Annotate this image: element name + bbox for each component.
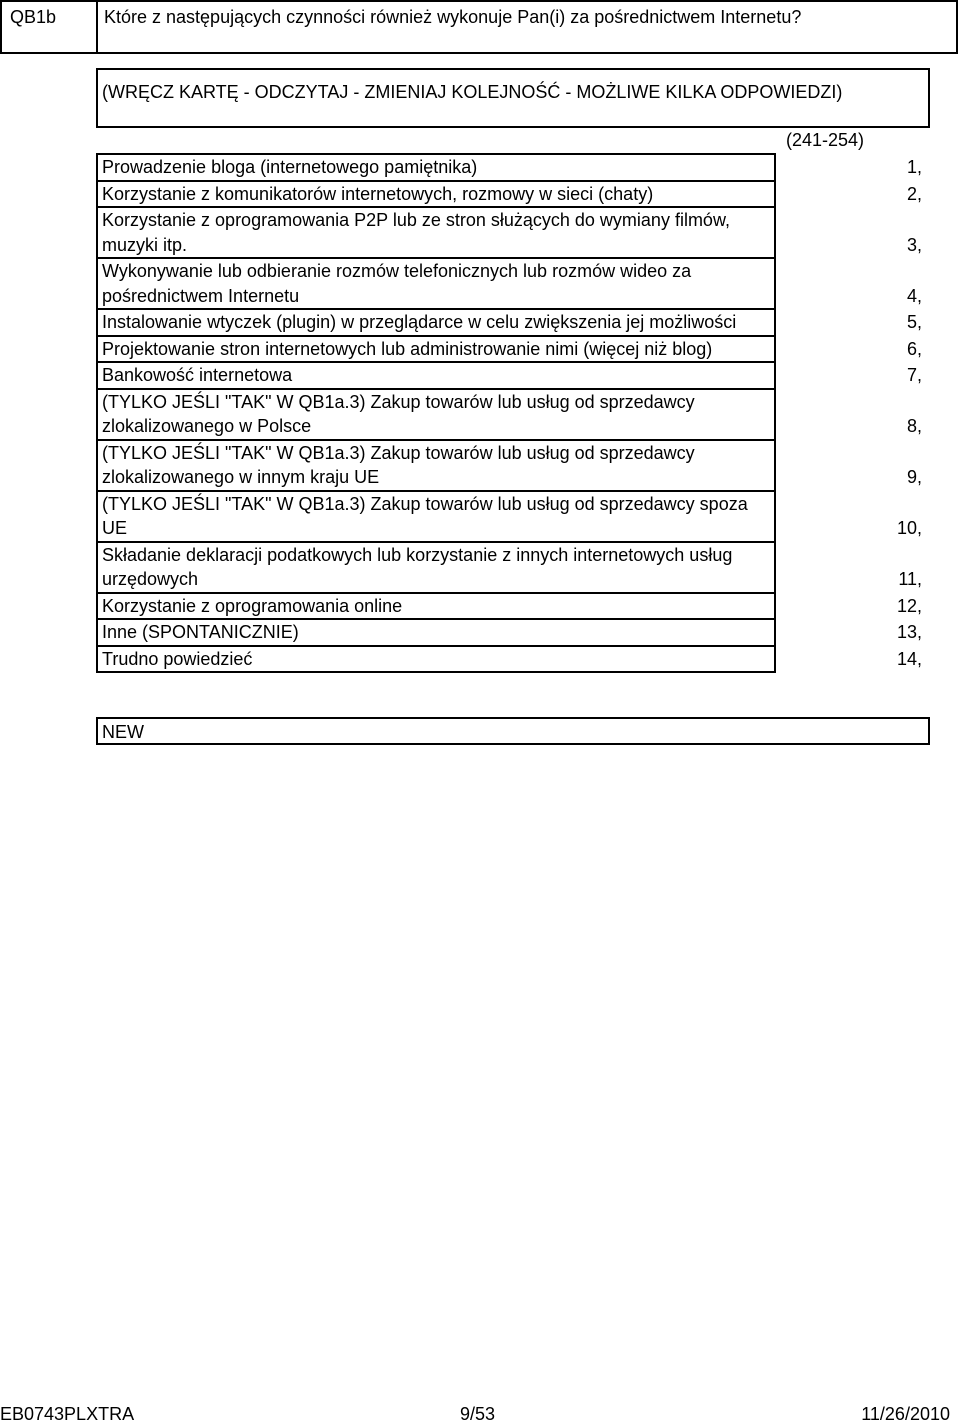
answer-label: Korzystanie z komunikatorów internetowych, rozmowy w sieci (chaty) — [102, 183, 654, 204]
footer-doc-code: EB0743PLXTRA — [0, 1404, 135, 1424]
answer-label: Projektowanie stron internetowych lub administrowanie nimi (więcej niż blog) — [102, 338, 713, 359]
answer-label: Prowadzenie bloga (internetowego pamiętnika) — [102, 157, 478, 177]
answer-label: Składanie deklaracji podatkowych lub korzystanie z innych internetowych usług urzędowych — [102, 544, 733, 589]
answer-option — [96, 541, 922, 594]
code-range: (241-254) — [785, 130, 864, 150]
answer-label: Instalowanie wtyczek (plugin) w przeglądarce w celu zwiększenia jej możliwości — [102, 312, 737, 332]
answer-code: 13, — [896, 622, 922, 642]
new-marker: NEW — [96, 717, 930, 745]
answer-label: (TYLKO JEŚLI "TAK" W QB1a.3) Zakup towarów lub usług od sprzedawcy zlokalizowanego w innym kraju UE — [102, 442, 695, 487]
answer-code: 14, — [896, 648, 922, 669]
answer-code: 7, — [906, 365, 922, 385]
question-text: Które z następujących czynności również wykonuje Pan(i) za pośrednictwem Internetu? — [96, 0, 958, 54]
footer-date: 11/26/2010 — [861, 1404, 950, 1424]
answer-code: 11, — [898, 569, 922, 589]
answer-option — [96, 335, 922, 364]
answer-option — [96, 388, 922, 441]
interviewer-instruction: (WRĘCZ KARTĘ - ODCZYTAJ - ZMIENIAJ KOLEJNOŚĆ - MOŻLIWE KILKA ODPOWIEDZI) — [96, 68, 930, 128]
answer-option — [96, 439, 922, 492]
answer-code: 5, — [906, 312, 922, 332]
answer-list — [96, 153, 922, 673]
answer-option — [96, 618, 922, 647]
answer-label: Inne (SPONTANICZNIE) — [102, 622, 299, 642]
answer-code: 12, — [896, 595, 922, 616]
question-id: QB1b — [0, 0, 98, 54]
answer-code: 8, — [906, 416, 922, 436]
answer-option — [96, 180, 922, 209]
answer-label: Wykonywanie lub odbieranie rozmów telefonicznych lub rozmów wideo za pośrednictwem Internetu — [102, 261, 692, 306]
answer-code: 6, — [906, 338, 922, 359]
answer-code: 3, — [906, 234, 922, 255]
answer-label: Bankowość internetowa — [102, 365, 293, 385]
footer-page-number: 9/53 — [460, 1404, 496, 1424]
answer-option — [96, 361, 922, 390]
answer-label: (TYLKO JEŚLI "TAK" W QB1a.3) Zakup towarów lub usług od sprzedawcy spoza UE — [102, 493, 748, 538]
answer-option — [96, 592, 922, 621]
answer-label: Korzystanie z oprogramowania online — [102, 595, 403, 616]
answer-option — [96, 153, 922, 182]
answer-option — [96, 645, 922, 674]
answer-label: (TYLKO JEŚLI "TAK" W QB1a.3) Zakup towarów lub usług od sprzedawcy zlokalizowanego w Polsce — [102, 391, 695, 436]
answer-option — [96, 206, 922, 259]
answer-label: Trudno powiedzieć — [102, 648, 253, 669]
answer-code: 10, — [896, 518, 922, 538]
answer-option — [96, 257, 922, 310]
answer-code: 4, — [906, 285, 922, 306]
answer-code: 1, — [906, 157, 922, 177]
answer-label: Korzystanie z oprogramowania P2P lub ze stron służących do wymiany filmów, muzyki itp. — [102, 210, 730, 255]
answer-code: 9, — [906, 467, 922, 487]
answer-option — [96, 490, 922, 543]
answer-option — [96, 308, 922, 337]
answer-code: 2, — [906, 183, 922, 204]
